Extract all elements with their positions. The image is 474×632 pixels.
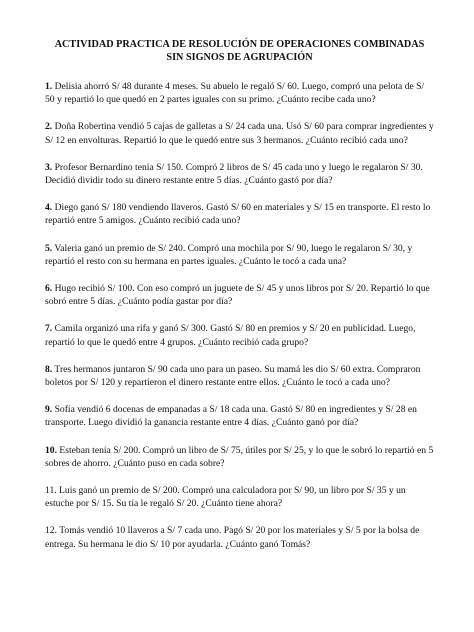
problem-text: Diego ganó S/ 180 vendiendo llaveros. Gastó S/ 60 en materiales y S/ 15 en transporte. El resto lo repartió entre 5 amigos. ¿Cuánto recibió cada uno? [45, 202, 431, 227]
problem-3 [45, 161, 434, 187]
problem-11 [45, 484, 434, 510]
problem-text: Tres hermanos juntaron S/ 90 cada uno para un paseo. Su mamá les dio S/ 60 extra. Compraron boletos por S/ 120 y repartieron el dinero restante entre ellos. ¿Cuánto le tocó a cada uno? [45, 363, 421, 389]
problem-text: Sofía vendió 6 docenas de empanadas a S/ 18 cada una. Gastó S/ 80 en ingredientes y S/ 28 en transporte. Luego dividió la ganancia restante entre 4 días. ¿Cuánto ganó por día? [45, 404, 417, 429]
problem-number: 9. [45, 404, 53, 416]
problem-6 [45, 282, 434, 308]
problem-text: Esteban tenía S/ 200. Compró un libro de S/ 75, útiles por S/ 25, y lo que le sobró lo repartió en 5 sobres de ahorro. ¿Cuánto puso en cada sobre? [45, 444, 434, 469]
problem-number: 10. [45, 444, 57, 456]
problem-4 [45, 201, 434, 227]
problem-number: 3. [45, 161, 53, 173]
problem-text: Profesor Bernardino tenía S/ 150. Compró 2 libros de S/ 45 cada uno y luego le regalaron S/ 30. Decidió dividir todo su dinero restante entre 5 días. ¿Cuánto gastó por día? [45, 161, 423, 187]
problem-2 [45, 120, 434, 146]
problem-7 [45, 322, 434, 348]
problem-number: 1. [45, 81, 53, 92]
problem-text: Valeria ganó un premio de S/ 240. Compró una mochila por S/ 90, luego le regalaron S/ 30, y repartió el resto con su hermana en partes iguales. ¿Cuánto le tocó a cada una? [45, 242, 413, 267]
problem-12 [45, 524, 434, 550]
problem-number: 5. [45, 242, 53, 254]
problem-text: Camila organizó una rifa y ganó S/ 300. Gastó S/ 80 en premios y S/ 20 en publicidad. Luego, repartió lo que le quedó entre 4 grupos. ¿Cuánto recibió cada grupo? [45, 323, 416, 348]
problem-number: 12. [45, 525, 57, 537]
problem-number: 8. [45, 363, 53, 375]
problem-number: 4. [45, 202, 53, 214]
problem-number: 11. [45, 485, 57, 497]
problem-number: 7. [45, 323, 53, 335]
problem-number: 6. [45, 283, 53, 295]
problem-text: Delisia ahorró S/ 48 durante 4 meses. Su abuelo le regaló S/ 60. Luego, compró una pelota de S/ 50 y repartió lo que quedó en 2 partes iguales con su primo. ¿Cuánto recibe cada uno? [45, 81, 425, 106]
problem-9 [45, 403, 434, 429]
problem-text: Doña Robertina vendió 5 cajas de galletas a S/ 24 cada una. Usó S/ 60 para comprar ingredientes y S/ 12 en envolturas. Repartió lo que le quedó entre sus 3 hermanos. ¿Cuánto recibió cada uno? [45, 121, 434, 146]
problem-text: Tomás vendió 10 llaveros a S/ 7 cada uno. Pagó S/ 20 por los materiales y S/ 5 por la bolsa de entrega. Su hermana le dio S/ 10 por ayudarla. ¿Cuánto ganó Tomás? [45, 525, 420, 550]
problem-number: 2. [45, 121, 53, 133]
problem-10 [45, 444, 434, 470]
page-title: ACTIVIDAD PRACTICA DE RESOLUCIÓN DE OPERACIONES COMBINADAS SIN SIGNOS DE AGRUPACIÓN [54, 39, 425, 63]
problem-1 [45, 80, 434, 106]
problem-5 [45, 242, 434, 268]
problem-text: Hugo recibió S/ 100. Con eso compró un juguete de S/ 45 y unos libros por S/ 20. Repartió lo que sobró entre 5 días. ¿Cuánto podía gastar por día? [45, 283, 430, 308]
problem-text: Luis ganó un premio de S/ 200. Compró una calculadora por S/ 90, un libro por S/ 35 y un estuche por S/ 15. Su tía le regaló S/ 20. ¿Cuánto tiene ahora? [45, 485, 406, 510]
problem-8 [45, 363, 434, 389]
